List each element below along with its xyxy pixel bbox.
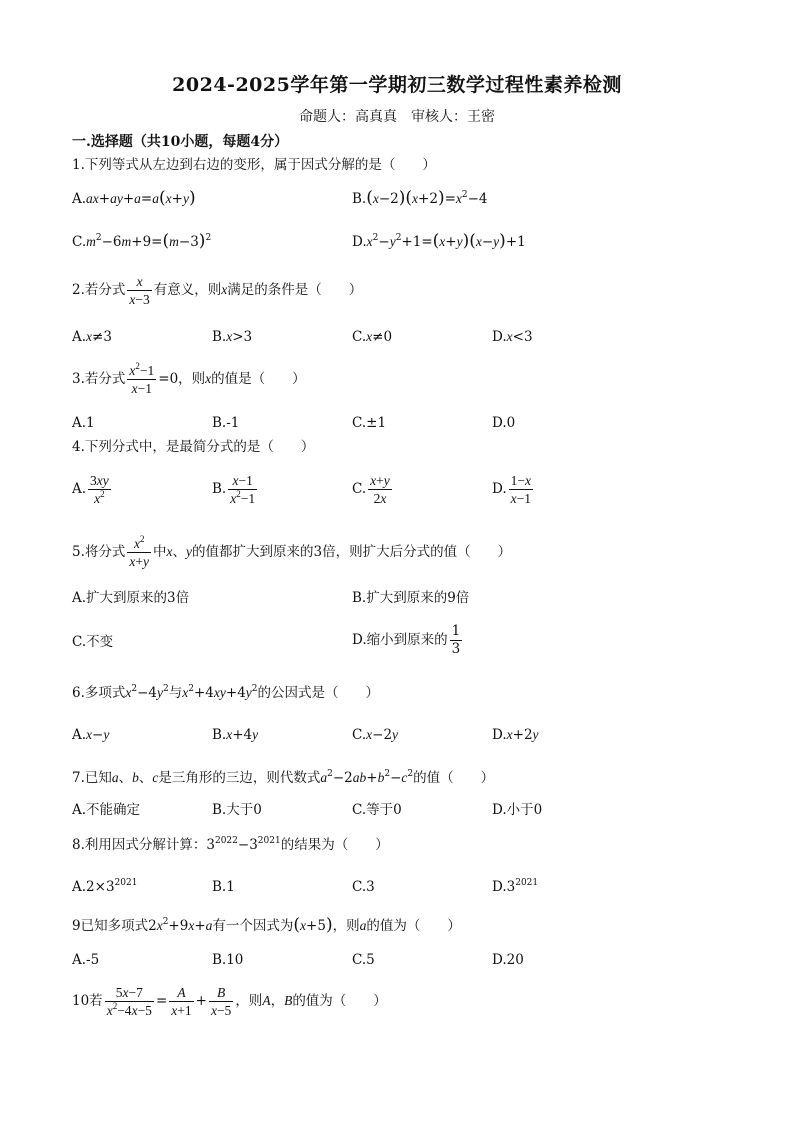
section-heading: 一.选择题（共10小题，每题4分） — [72, 134, 289, 150]
q5-option-b[interactable]: B.扩大到原来的9倍 — [352, 590, 470, 606]
q5-option-d[interactable]: D.缩小到原来的 $\frac{1}{3}$ — [352, 623, 461, 657]
q4-option-d[interactable]: D. $\frac{1-x}{x-1}$ — [492, 473, 532, 506]
question-6: 6.多项式$x^2-4y^2$与$x^2+4xy+4y^2$的公因式是（ ） — [72, 684, 380, 701]
q1-option-a[interactable]: A.ax+ay+a=a(x+y) — [72, 188, 196, 208]
q8-option-d[interactable]: $D.3^{2021}$ — [492, 878, 539, 895]
q3-option-d[interactable]: D.0 — [492, 415, 516, 431]
q7-option-d[interactable]: D.小于0 — [492, 802, 543, 818]
q2-option-b[interactable]: B.x>3 — [212, 329, 253, 345]
q6-option-d[interactable]: D.x+2y — [492, 727, 539, 743]
q2-option-c[interactable]: C.x≠0 — [352, 329, 393, 345]
question-5: 5.将分式 $\frac{x^2}{x+y}$ 中x、y的值都扩大到原来的3倍，则扩大后分式的值（ ） — [72, 534, 512, 569]
q9-option-a[interactable]: A.-5 — [72, 952, 100, 968]
q4-option-c[interactable]: C. $\frac{x+y}{2x}$ — [352, 473, 390, 506]
q9-option-b[interactable]: B.10 — [212, 952, 244, 968]
q5-option-c[interactable]: C.不变 — [72, 634, 114, 650]
authors-line: 命题人：高真真 审核人：王密 — [299, 109, 495, 125]
q6-option-a[interactable]: A.x−y — [72, 727, 110, 743]
q7-option-b[interactable]: B.大于0 — [212, 802, 262, 818]
q1-option-c[interactable]: $C.m^2-6m+9=(m-3)^2$ — [72, 231, 212, 251]
q1-option-b[interactable]: $B.(x-2)(x+2)=x^2-4$ — [352, 188, 488, 208]
question-7: 7.已知a、b、c是三角形的三边，则代数式$a^2-2ab+b^2-c^2$的值（ ） — [72, 769, 495, 786]
q1-option-d[interactable]: $D.x^2-y^2+1=(x+y)(x-y)+1$ — [352, 231, 526, 251]
q3-option-b[interactable]: B.-1 — [212, 415, 240, 431]
q6-option-c[interactable]: C.x−2y — [352, 727, 399, 743]
q4-option-a[interactable]: A. $\frac{3xy}{x^2}$ — [72, 473, 109, 506]
question-3: 3.若分式 $\frac{x^2-1}{x-1}$ =0，则x的值是（ ） — [72, 361, 306, 396]
q7-option-a[interactable]: A.不能确定 — [72, 802, 141, 818]
question-2: 2.若分式 $\frac{x}{x-3}$ 有意义，则x满足的条件是（ ） — [72, 274, 363, 307]
question-4: 4.下列分式中，是最简分式的是（ ） — [72, 439, 315, 455]
q2-option-a[interactable]: A.x≠3 — [72, 329, 112, 345]
q8-option-c[interactable]: C.3 — [352, 879, 375, 895]
q3-option-c[interactable]: C.±1 — [352, 415, 387, 431]
question-10: 10若 $\frac{5x-7}{x^2-4x-5}$ = $\frac{A}{x+1}$ + $\frac{B}{x-5}$ ，则A，B的值为（ ） — [72, 985, 387, 1018]
question-9: 9已知多项式$2x^2+9x+a$有一个因式为(x+5)，则a的值为（ ） — [72, 915, 461, 935]
page-title: 2024-2025学年第一学期初三数学过程性素养检测 — [172, 74, 622, 96]
q3-option-a[interactable]: A.1 — [72, 415, 95, 431]
q7-option-c[interactable]: C.等于0 — [352, 802, 402, 818]
q9-option-c[interactable]: C.5 — [352, 952, 375, 968]
q4-option-b[interactable]: B. $\frac{x-1}{x^2-1}$ — [212, 473, 256, 506]
q9-option-d[interactable]: D.20 — [492, 952, 524, 968]
question-1: 1.下列等式从左边到右边的变形，属于因式分解的是（ ） — [72, 157, 436, 173]
q8-option-b[interactable]: B.1 — [212, 879, 235, 895]
q6-option-b[interactable]: B.x+4y — [212, 727, 259, 743]
q5-option-a[interactable]: A.扩大到原来的3倍 — [72, 590, 190, 606]
q8-option-a[interactable]: $A.2\times 3^{2021}$ — [72, 878, 138, 895]
question-8: 8.利用因式分解计算：$3^{2022}-3^{2021}$的结果为（ ） — [72, 836, 389, 853]
q2-option-d[interactable]: D.x<3 — [492, 329, 533, 345]
